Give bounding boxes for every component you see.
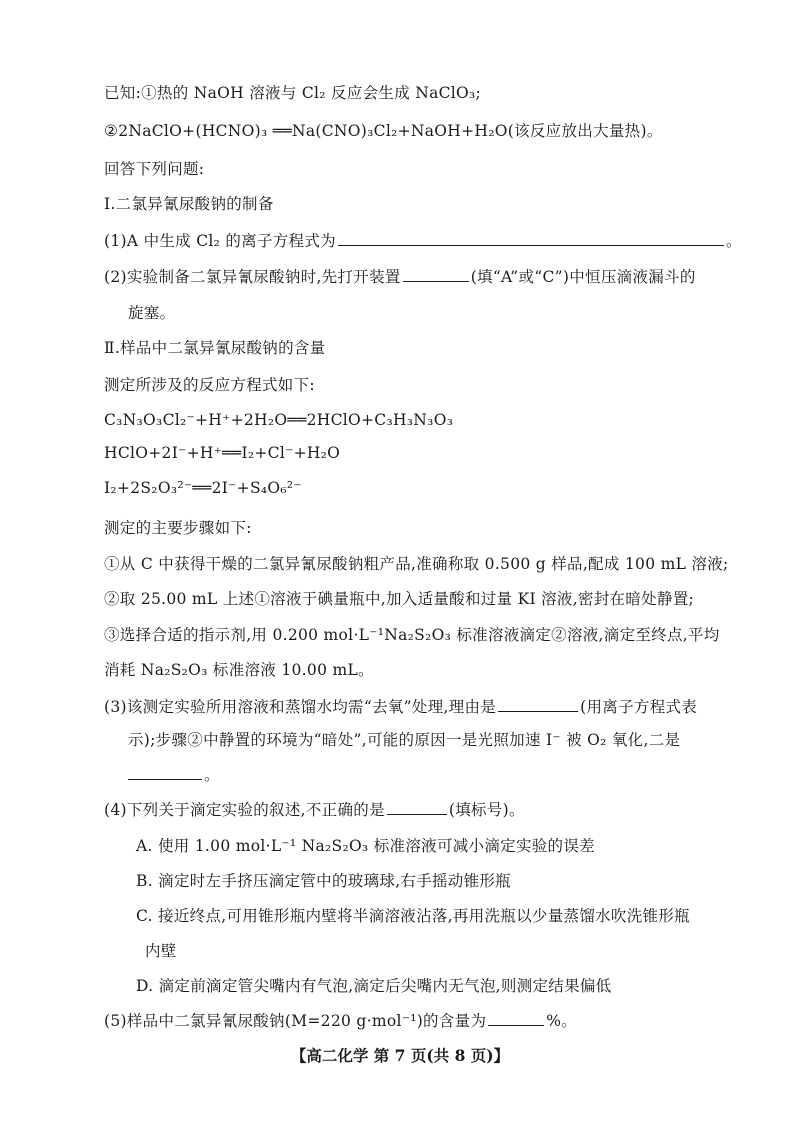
option-c-line-2: 内壁: [145, 942, 177, 960]
question-2-line-2: 旋塞。: [128, 304, 176, 322]
question-2-text-a: (2)实验制备二氯异氰尿酸钠时,先打开装置: [104, 268, 401, 286]
page-footer: 【高二化学 第 7 页(共 8 页)】: [290, 1046, 510, 1065]
question-5-text-b: %。: [546, 1012, 578, 1030]
part1-title: Ⅰ.二氯异氰尿酸钠的制备: [104, 195, 274, 213]
equation-1: C₃N₃O₃Cl₂⁻+H⁺+2H₂O══2HClO+C₃H₃N₃O₃: [104, 411, 454, 429]
question-1: [104, 230, 742, 252]
equation-2: HClO+2I⁻+H⁺══I₂+Cl⁻+H₂O: [104, 444, 341, 462]
option-b: B. 滴定时左手挤压滴定管中的玻璃球,右手摇动锥形瓶: [136, 872, 511, 890]
answer-blank-5[interactable]: [488, 1010, 544, 1026]
answer-blank-2[interactable]: [403, 266, 469, 282]
step-1: ①从 C 中获得干燥的二氯异氰尿酸钠粗产品,准确称取 0.500 g 样品,配成 100 mL 溶液;: [104, 555, 729, 573]
question-3-text-a: (3)该测定实验所用溶液和蒸馏水均需“去氧”处理,理由是: [104, 698, 497, 716]
part2-title: Ⅱ.样品中二氯异氰尿酸钠的含量: [104, 339, 326, 357]
question-3-text-b: (用离子方程式表: [580, 698, 698, 716]
question-1-end: 。: [725, 232, 742, 250]
option-a: A. 使用 1.00 mol·L⁻¹ Na₂S₂O₃ 标准溶液可减小滴定实验的误差: [136, 837, 595, 855]
question-1-text: (1)A 中生成 Cl₂ 的离子方程式为: [104, 232, 336, 250]
intro-line-3: 回答下列问题:: [104, 160, 205, 178]
answer-blank-4[interactable]: [387, 799, 447, 815]
step-3-line-1: ③选择合适的指示剂,用 0.200 mol·L⁻¹Na₂S₂O₃ 标准溶液滴定②溶液,滴定至终点,平均: [104, 626, 720, 644]
question-3-line-2: 示);步骤②中静置的环境为“暗处”,可能的原因一是光照加速 I⁻ 被 O₂ 氧化,二是: [128, 731, 681, 749]
option-c-line-1: C. 接近终点,可用锥形瓶内壁将半滴溶液沾落,再用洗瓶以少量蒸馏水吹洗锥形瓶: [136, 907, 690, 925]
question-4: [104, 799, 525, 821]
answer-blank-3b[interactable]: [128, 764, 202, 780]
intro-line-2: ②2NaClO+(HCNO)₃ ══Na(CNO)₃Cl₂+NaOH+H₂O(该反应放出大量热)。: [104, 122, 663, 140]
question-4-text-b: (填标号)。: [448, 801, 525, 819]
question-3-line-1: [104, 696, 697, 718]
steps-intro: 测定的主要步骤如下:: [104, 519, 252, 537]
question-5-text-a: (5)样品中二氯异氰尿酸钠(M=220 g·mol⁻¹)的含量为: [104, 1012, 487, 1030]
answer-blank-1[interactable]: [338, 230, 724, 246]
equation-3: I₂+2S₂O₃²⁻══2I⁻+S₄O₆²⁻: [104, 479, 302, 497]
question-3-line-3: [128, 764, 220, 786]
question-2-text-b: (填“A”或“C”)中恒压滴液漏斗的: [470, 268, 696, 286]
reaction-intro: 测定所涉及的反应方程式如下:: [104, 376, 315, 394]
intro-line-1: 已知:①热的 NaOH 溶液与 Cl₂ 反应会生成 NaClO₃;: [104, 84, 482, 102]
option-d: D. 滴定前滴定管尖嘴内有气泡,滴定后尖嘴内无气泡,则测定结果偏低: [136, 977, 612, 995]
question-5: [104, 1010, 577, 1032]
question-2-line-1: [104, 266, 696, 288]
answer-blank-3a[interactable]: [498, 696, 578, 712]
question-3-end: 。: [204, 766, 220, 784]
step-2: ②取 25.00 mL 上述①溶液于碘量瓶中,加入适量酸和过量 KI 溶液,密封在暗处静置;: [104, 590, 695, 608]
step-3-line-2: 消耗 Na₂S₂O₃ 标准溶液 10.00 mL。: [104, 661, 374, 679]
question-4-text-a: (4)下列关于滴定实验的叙述,不正确的是: [104, 801, 385, 819]
